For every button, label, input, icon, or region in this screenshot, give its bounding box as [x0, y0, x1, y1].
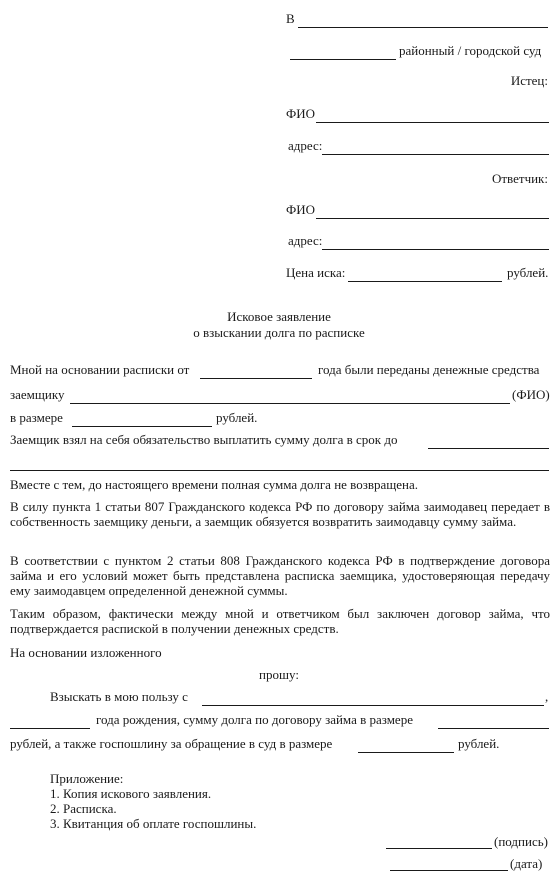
duty-suffix: рублей.	[458, 736, 500, 751]
defendant-fio-field[interactable]	[316, 204, 549, 219]
paragraph-not-returned: Вместе с тем, до настоящего времени полная сумма долга не возвращена.	[10, 477, 419, 492]
paragraph-basis: На основании изложенного	[10, 645, 162, 660]
plaintiff-address-field[interactable]	[322, 140, 549, 155]
amount-text: в размере	[10, 410, 63, 425]
plaintiff-fio-field[interactable]	[316, 108, 549, 123]
amount-field[interactable]	[72, 412, 212, 427]
paragraph-article-808: В соответствии с пунктом 2 статьи 808 Гражданского кодекса РФ в подтверждение договора займа и его условий может быть представлена расписка заемщика, удостоверяющая передачу ему заимодавцем определенной денежной суммы.	[10, 553, 550, 598]
debt-amount-field[interactable]	[438, 714, 549, 729]
paragraph-thus: Таким образом, фактически между мной и ответчиком был заключен договор займа, что подтверждается распиской в получении денежных средств.	[10, 606, 550, 636]
attachments-title: Приложение:	[50, 771, 124, 786]
signature-field[interactable]	[386, 834, 492, 849]
recover-text: Взыскать в мою пользу с	[50, 689, 188, 704]
court-type-label: районный / городской суд	[399, 43, 542, 58]
receipt-date-field[interactable]	[200, 364, 312, 379]
district-field[interactable]	[290, 45, 396, 60]
attachment-item: 2. Расписка.	[50, 801, 117, 816]
duty-text: рублей, а также госпошлину за обращение в суд в размере	[10, 736, 333, 751]
birth-year-field[interactable]	[10, 714, 90, 729]
claim-price-field[interactable]	[348, 267, 502, 282]
plaintiff-fio-label: ФИО	[286, 106, 316, 121]
attachment-item: 1. Копия искового заявления.	[50, 786, 212, 801]
defendant-recover-field[interactable]	[202, 691, 544, 706]
defendant-address-label: адрес:	[288, 233, 323, 248]
due-date-field[interactable]	[428, 434, 549, 449]
borrower-name-field[interactable]	[70, 389, 510, 404]
plaintiff-label: Истец:	[510, 73, 548, 88]
signature-label: (подпись)	[494, 834, 548, 849]
borrower-text: заемщику	[10, 387, 65, 402]
due-date-field-cont[interactable]	[10, 456, 549, 471]
date-field[interactable]	[390, 856, 508, 871]
attachment-item: 3. Квитанция об оплате госпошлины.	[50, 816, 257, 831]
amount-suffix: рублей.	[216, 410, 258, 425]
receipt-date-text: Мной на основании расписки от	[10, 362, 190, 377]
plaintiff-address-label: адрес:	[288, 138, 323, 153]
defendant-address-field[interactable]	[322, 235, 549, 250]
paragraph-article-807: В силу пункта 1 статьи 807 Гражданского кодекса РФ по договору займа заимодавец передает в собственность заемщику деньги, а заемщик обязуется возвратить заимодавцу сумму займа.	[10, 499, 550, 529]
court-prefix: В	[286, 11, 295, 26]
date-label: (дата)	[510, 856, 543, 871]
borrower-fio-hint: (ФИО)	[512, 387, 550, 402]
defendant-fio-label: ФИО	[286, 202, 316, 217]
document-title-line2: о взыскании долга по расписке	[193, 325, 365, 340]
recover-comma: ,	[545, 689, 549, 704]
court-name-field[interactable]	[298, 13, 548, 28]
claim-price-suffix: рублей.	[507, 265, 549, 280]
debt-amount-text: года рождения, сумму долга по договору займа в размере	[96, 712, 413, 727]
claim-price-label: Цена иска:	[286, 265, 346, 280]
defendant-label: Ответчик:	[491, 171, 548, 186]
receipt-date-text-end: года были переданы денежные средства	[318, 362, 540, 377]
duty-amount-field[interactable]	[358, 738, 454, 753]
request-heading: прошу:	[259, 667, 299, 682]
document-title-line1: Исковое заявление	[227, 309, 331, 324]
due-date-text: Заемщик взял на себя обязательство выплатить сумму долга в срок до	[10, 432, 398, 447]
